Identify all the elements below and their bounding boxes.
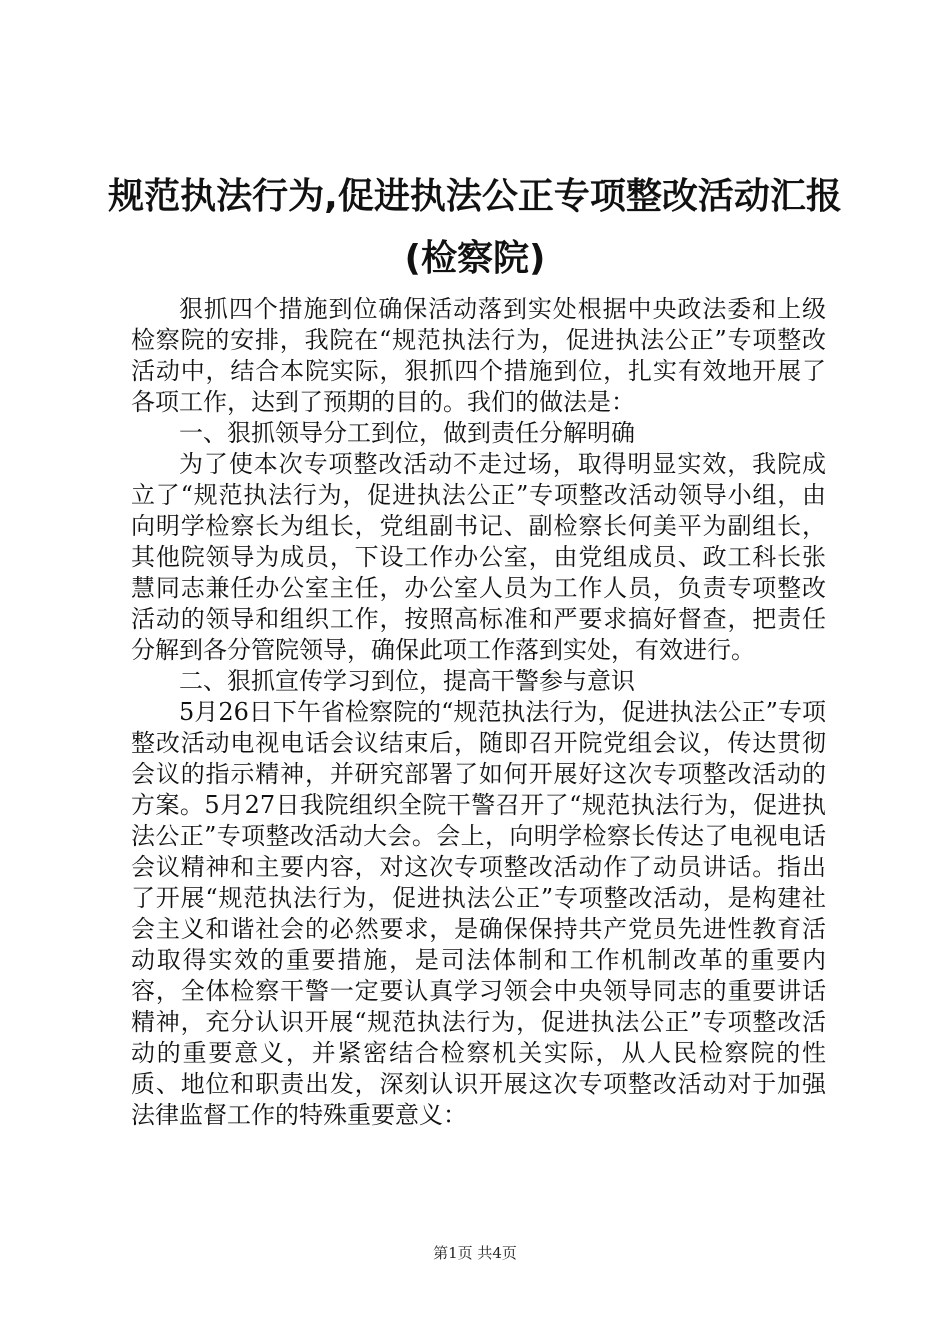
document-title: 规范执法行为,促进执法公正专项整改活动汇报(检察院) xyxy=(108,176,842,279)
section-heading-1: 一、狠抓领导分工到位，做到责任分解明确 xyxy=(179,419,635,447)
document-body xyxy=(131,294,826,1131)
paragraph-section-2: 5月26日下午省检察院的“规范执法行为，促进执法公正”专项整改活动电视电话会议结束后，随即召开院党组会议，传达贯彻会议的指示精神，并研究部署了如何开展好这次专项整改活动的方案。5月27日我院组织全院干警召开了“规范执法行为，促进执法公正”专项整改活动大会。会上，向明学检察长传达了电视电话会议精神和主要内容，对这次专项整改活动作了动员讲话。指出了开展“规范执法行为，促进执法公正”专项整改活动，是构建社会主义和谐社会的必然要求，是确保保持共产党员先进性教育活动取得实效的重要措施，是司法体制和工作机制改革的重要内容，全体检察干警一定要认真学习领会中央领导同志的重要讲话精神，充分认识开展“规范执法行为，促进执法公正”专项整改活动的重要意义，并紧密结合检察机关实际，从人民检察院的性质、地位和职责出发，深刻认识开展这次专项整改活动对于加强法律监督工作的特殊重要意义： xyxy=(131,698,826,1129)
section-heading-2: 二、狠抓宣传学习到位，提高干警参与意识 xyxy=(179,667,635,695)
paragraph-intro: 狠抓四个措施到位确保活动落到实处根据中央政法委和上级检察院的安排，我院在“规范执法行为，促进执法公正”专项整改活动中，结合本院实际，狠抓四个措施到位，扎实有效地开展了各项工作，达到了预期的目的。我们的做法是： xyxy=(131,295,826,416)
page-number-footer: 第1页 共4页 xyxy=(433,1244,517,1262)
paragraph-section-1: 为了使本次专项整改活动不走过场，取得明显实效，我院成立了“规范执法行为，促进执法公正”专项整改活动领导小组，由向明学检察长为组长，党组副书记、副检察长何美平为副组长，其他院领导为成员，下设工作办公室，由党组成员、政工科长张慧同志兼任办公室主任，办公室人员为工作人员，负责专项整改活动的领导和组织工作，按照高标准和严要求搞好督查，把责任分解到各分管院领导，确保此项工作落到实处，有效进行。 xyxy=(131,450,826,664)
